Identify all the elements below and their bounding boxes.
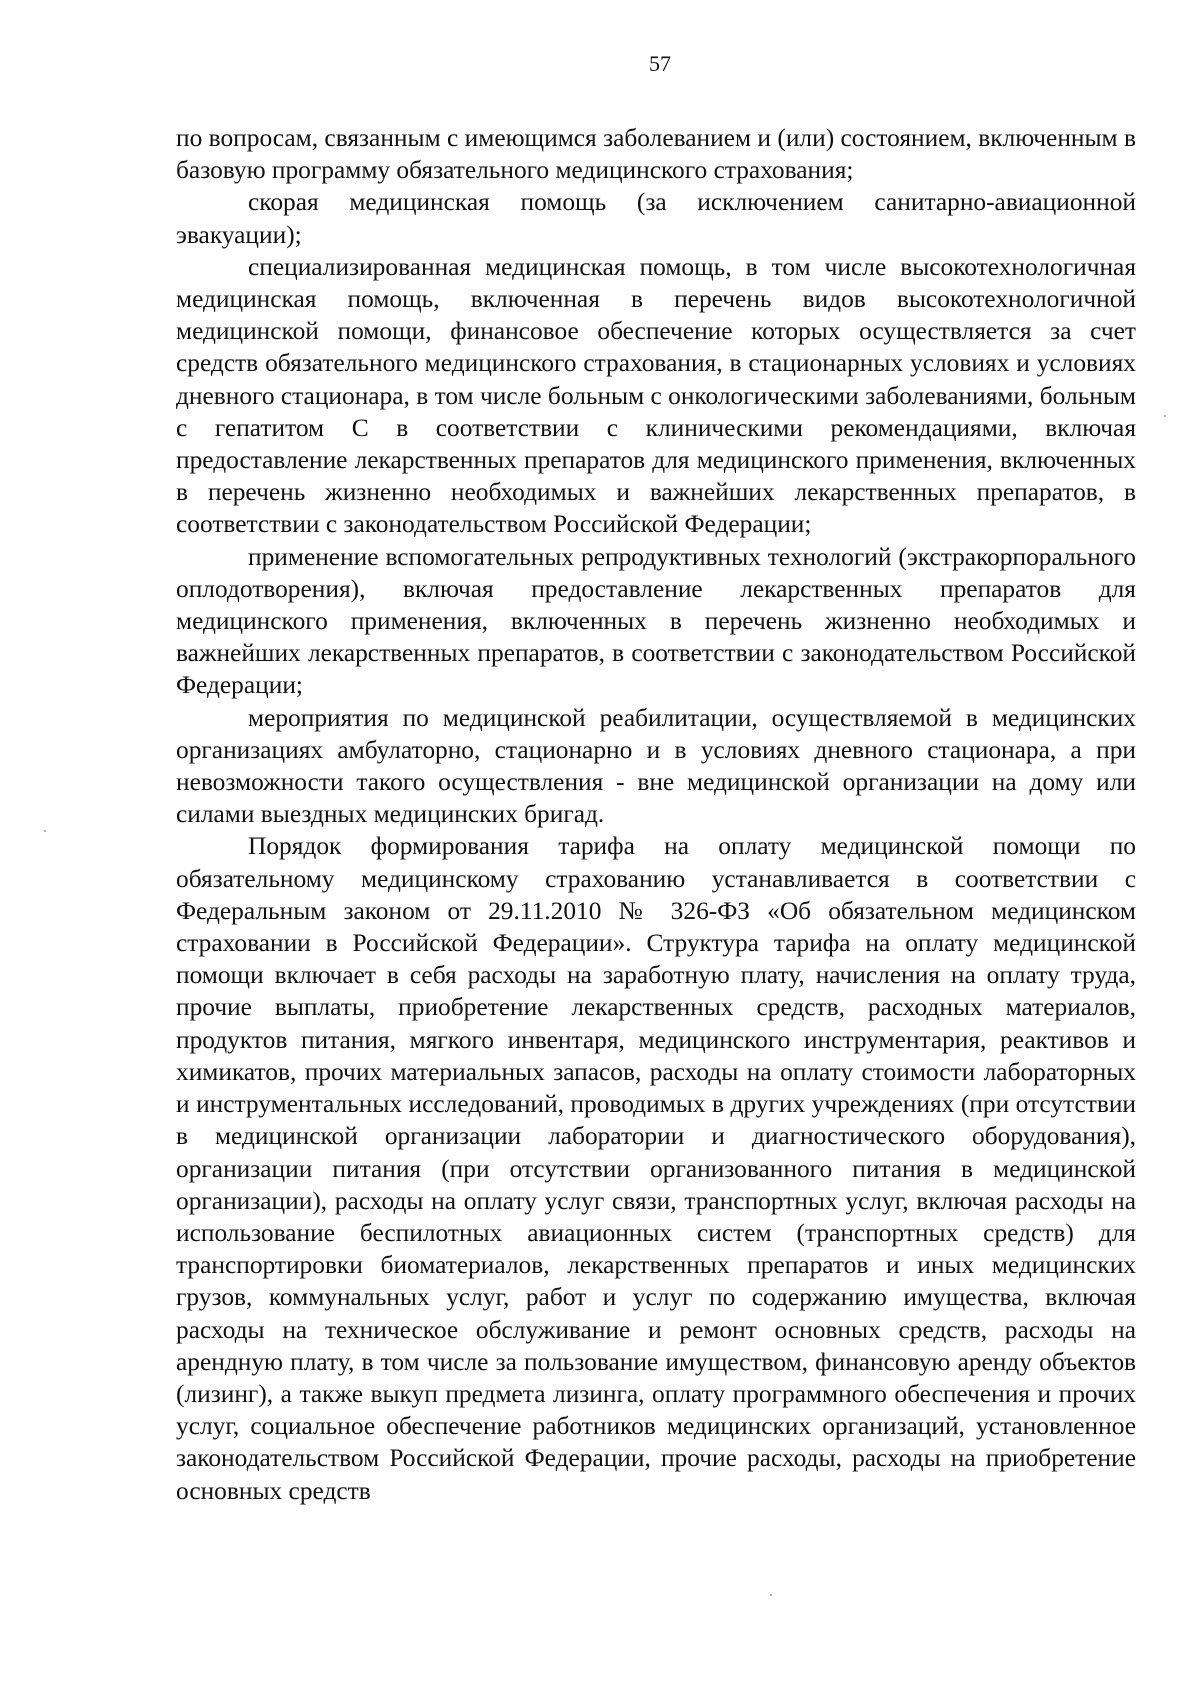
scan-speck — [770, 1594, 772, 1596]
paragraph-specialized-care: специализированная медицинская помощь, в том числе высокотехнологичная медицинская помощь, включенная в перечень видов высокотехнологичной медицинской помощи, финансовое обеспечение которых осуществляется за счет средств обязательного медицинского страхования, в стационарных условиях и условиях дневного стационара, в том числе больным с онкологическими заболеваниями, больным с гепатитом С в соответствии с клиническими рекомендациями, включая предоставление лекарственных препаратов для медицинского применения, включенных в перечень жизненно необходимых и важнейших лекарственных препаратов, в соответствии с законодательством Российской Федерации; — [176, 252, 1136, 539]
scan-speck — [1164, 415, 1166, 417]
paragraph-emergency-care: скорая медицинская помощь (за исключением санитарно-авиационной эвакуации); — [176, 188, 1136, 249]
page-number: 57 — [649, 51, 671, 76]
paragraph-tariff-structure: Порядок формирования тарифа на оплату медицинской помощи по обязательному медицинскому страхованию устанавливается в соответствии с Федеральным законом от 29.11.2010 № 326-ФЗ «Об обязательном медицинском страховании в Российской Федерации». Структура тарифа на оплату медицинской помощи включает в себя расходы на заработную плату, начисления на оплату труда, прочие выплаты, приобретение лекарственных средств, расходных материалов, продуктов питания, мягкого инвентаря, медицинского инструментария, реактивов и химикатов, прочих материальных запасов, расходы на оплату стоимости лабораторных и инструментальных исследований, проводимых в других учреждениях (при отсутствии в медицинской организации лаборатории и диагностического оборудования), организации питания (при отсутствии организованного питания в медицинской организации), расходы на оплату услуг связи, транспортных услуг, включая расходы на использование беспилотных авиационных систем (транспортных средств) для транспортировки биоматериалов, лекарственных препаратов и иных медицинских грузов, коммунальных услуг, работ и услуг по содержанию имущества, включая расходы на техническое обслуживание и ремонт основных средств, расходы на арендную плату, в том числе за пользование имуществом, финансовую аренду объектов (лизинг), а также выкуп предмета лизинга, оплату программного обеспечения и прочих услуг, социальное обеспечение работников медицинских организаций, установленное законодательством Российской Федерации, прочие расходы, расходы на приобретение основных средств — [176, 832, 1136, 1505]
paragraph-rehabilitation: мероприятия по медицинской реабилитации, осуществляемой в медицинских организациях амбулаторно, стационарно и в условиях дневного стационара, а при невозможности такого осуществления - вне медицинской организации на дому или силами выездных медицинских бригад. — [176, 703, 1136, 829]
scan-speck — [44, 830, 46, 832]
paragraph-continuation: по вопросам, связанным с имеющимся заболеванием и (или) состоянием, включенным в базовую программу обязательного медицинского страхования; — [176, 124, 1136, 185]
document-body — [176, 122, 1136, 1507]
paragraph-reproductive-technologies: применение вспомогательных репродуктивных технологий (экстракорпорального оплодотворения), включая предоставление лекарственных препаратов для медицинского применения, включенных в перечень жизненно необходимых и важнейших лекарственных препаратов, в соответствии с законодательством Российской Федерации; — [176, 542, 1136, 700]
